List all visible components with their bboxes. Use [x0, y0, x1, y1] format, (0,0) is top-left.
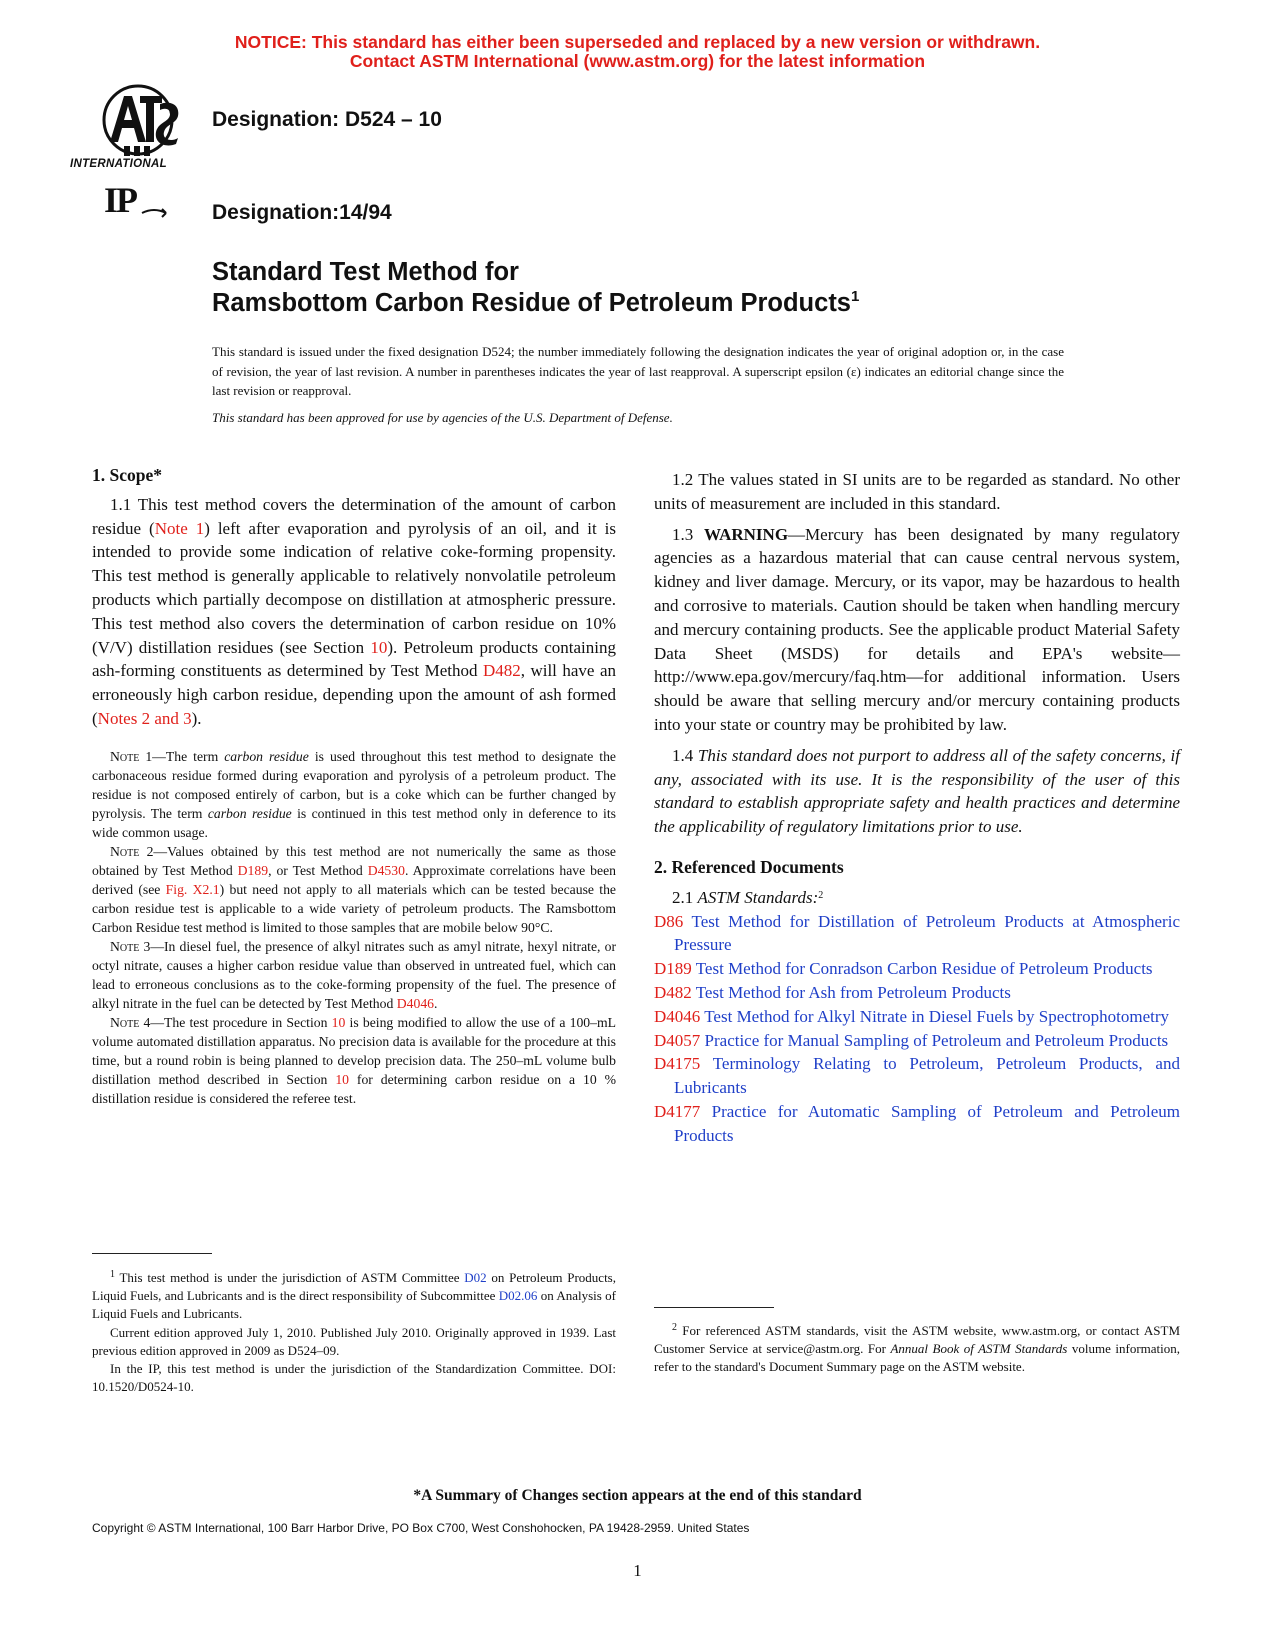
- link-d482[interactable]: D482: [482, 661, 521, 681]
- note-3-text-a: —In diesel fuel, the presence of alkyl nitrates such as amyl nitrate, hexyl nitrate, or octyl nitrate, causes a higher carbon residue value than observed in untreated fuel, which can lead to erroneous conclusions as to the coke-forming propensity of the fuel. The presence of alkyl nitrate in the fuel can be detected by Test Method: [92, 938, 616, 1011]
- designation-ip: Designation:14/94: [212, 201, 392, 224]
- footnote-1-text-a: This test method is under the jurisdiction of ASTM Committee: [115, 1270, 465, 1285]
- ref-item[interactable]: [654, 981, 1180, 1005]
- document-title: [212, 257, 859, 319]
- refdocs-subheading: [654, 886, 1180, 910]
- scope-1-1: [92, 493, 616, 731]
- note-1-term: carbon residue: [224, 748, 309, 764]
- ref-code[interactable]: D4057: [654, 1030, 701, 1050]
- ref-code[interactable]: D4177: [654, 1101, 701, 1121]
- ref-item[interactable]: [654, 1029, 1180, 1053]
- ip-logo: IP: [104, 180, 136, 220]
- note-1: [92, 747, 616, 842]
- ref-title[interactable]: Test Method for Ash from Petroleum Products: [695, 982, 1011, 1002]
- scope-1-4-text: This standard does not purport to address all of the safety concerns, if any, associated with its use. It is the responsibility of the user of this standard to establish appropriate safety and health practices and determine the applicability of regulatory limitations prior to use.: [654, 745, 1180, 837]
- note-4-text-b: is being modified to allow the use of a 100–mL volume automated distillation apparatus. No precision data is available for the procedure at this time, but a round robin is being planned to develop precision data. The 250–mL volume bulb distillation method described in Section: [92, 1014, 617, 1087]
- ip-logo-swoosh-icon: [140, 206, 170, 225]
- notes-block: [92, 747, 616, 1108]
- refdocs-sub-label: ASTM Standards:: [697, 887, 819, 907]
- scope-1-3-warning: WARNING: [703, 524, 789, 544]
- scope-1-3-number: 1.3: [672, 524, 704, 544]
- link-fig-x2-1[interactable]: Fig. X2.1: [165, 881, 220, 897]
- ref-title[interactable]: Test Method for Conradson Carbon Residue of Petroleum Products: [695, 959, 1153, 979]
- footnote-rule-right: [654, 1307, 774, 1308]
- scope-1-1-text-c: ). Petroleum products containing ash-forming constituents as determined by Test Method: [92, 637, 617, 681]
- note-4-label: Note 4: [110, 1014, 151, 1030]
- link-subcommittee-d02-06[interactable]: D02.06: [498, 1288, 538, 1304]
- scope-heading: 1. Scope*: [92, 465, 162, 485]
- ref-item[interactable]: [654, 1005, 1180, 1029]
- footnote-2-book: Annual Book of ASTM Standards: [890, 1341, 1068, 1357]
- footnote-1-mark: 1: [110, 1269, 115, 1280]
- footnote-1-para-1: [92, 1269, 616, 1324]
- summary-of-changes-note: *A Summary of Changes section appears at the end of this standard: [413, 1487, 862, 1504]
- link-committee-d02[interactable]: D02: [464, 1270, 487, 1285]
- footnote-1-text-b: on Petroleum Products, Liquid Fuels, and Lubricants and is the direct responsibility of Subcommittee: [92, 1270, 616, 1304]
- designation-primary: Designation: D524 – 10: [212, 108, 442, 131]
- scope-1-3: [654, 523, 1180, 737]
- footnote-rule-left: [92, 1253, 212, 1254]
- note-3-text-b: .: [434, 995, 438, 1011]
- title-footnote-mark: 1: [851, 288, 860, 305]
- note-2-text-c: . Approximate correlations have been derived (see: [92, 862, 617, 897]
- note-1-text-a: —The term: [152, 748, 225, 764]
- footnote-1: [92, 1269, 616, 1396]
- footnote-1-para-3: In the IP, this test method is under the jurisdiction of the Standardization Committee. DOI: 10.1520/D0524-10.: [92, 1361, 616, 1395]
- footnote-2: [654, 1322, 1180, 1377]
- note-2-text-d: ) but need not apply to all materials which can be tested because the carbon residue test is applicable to a wide variety of petroleum products. The Ramsbottom Carbon Residue test method is limited to those samples that are mobile below 90°C.: [92, 881, 616, 935]
- note-2-label: Note 2: [110, 843, 154, 859]
- ref-title[interactable]: Test Method for Alkyl Nitrate in Diesel Fuels by Spectrophotometry: [704, 1006, 1170, 1026]
- refdocs-heading: 2. Referenced Documents: [654, 856, 844, 877]
- ref-code[interactable]: D482: [654, 982, 692, 1002]
- note-1-text-c: is continued in this test method only in deference to its wide common usage.: [92, 805, 616, 840]
- note-4: [92, 1013, 616, 1108]
- right-column: [654, 468, 1180, 1148]
- scope-1-1-text-a: 1.1 This test method covers the determination of the amount of carbon residue (: [92, 494, 616, 538]
- scope-1-3-text: —Mercury has been designated by many regulatory agencies as a hazardous material that can cause central nervous system, kidney and liver damage. Mercury, or its vapor, may be hazardous to health and corrosive to materials. Caution should be taken when handling mercury and mercury containing products. See the applicable product Material Safety Data Sheet (MSDS) for details and EPA's website—http://www.epa.gov/mercury/faq.htm—for additional information. Users should be aware that selling mercury and/or mercury containing products into your state or country may be prohibited by law.: [654, 524, 1181, 734]
- dod-approval: This standard has been approved for use by agencies of the U.S. Department of Defense.: [212, 410, 673, 425]
- note-3: [92, 937, 616, 1013]
- footnote-2-text-b: volume information, refer to the standard's Document Summary page on the ASTM website.: [654, 1341, 1181, 1375]
- ref-code[interactable]: D4175: [654, 1054, 701, 1074]
- ref-title[interactable]: Practice for Automatic Sampling of Petroleum and Petroleum Products: [674, 1101, 1180, 1145]
- scope-1-2: 1.2 The values stated in SI units are to be regarded as standard. No other units of measurement are included in this standard.: [654, 470, 1180, 513]
- scope-1-1-text-d: , will have an erroneously high carbon residue, depending upon the amount of ash formed (: [92, 661, 617, 728]
- ref-item[interactable]: [654, 1052, 1180, 1100]
- footnote-2-para: [654, 1322, 1180, 1377]
- astm-logo-text: INTERNATIONAL: [70, 158, 167, 170]
- ref-code[interactable]: D86: [654, 911, 684, 931]
- footnote-2-text-a: For referenced ASTM standards, visit the ASTM website, www.astm.org, or contact ASTM Customer Service at service@astm.org. For: [654, 1323, 1180, 1357]
- link-d189[interactable]: D189: [237, 862, 269, 878]
- note-3-label: Note 3: [110, 938, 151, 954]
- supersede-notice: [0, 33, 1275, 71]
- note-2: [92, 842, 616, 937]
- refdocs-sub-number: 2.1: [672, 887, 698, 907]
- link-section-10[interactable]: 10: [370, 637, 388, 657]
- ref-title[interactable]: Terminology Relating to Petroleum, Petroleum Products, and Lubricants: [674, 1054, 1180, 1098]
- link-notes-2-3[interactable]: Notes 2 and 3: [97, 708, 192, 728]
- ref-code[interactable]: D189: [654, 959, 692, 979]
- title-line-1: Standard Test Method for: [212, 258, 519, 286]
- note-1-term-2: carbon residue: [207, 805, 292, 821]
- note-1-label: Note 1: [110, 748, 153, 764]
- ref-code[interactable]: D4046: [654, 1006, 701, 1026]
- notice-line-2: Contact ASTM International (www.astm.org) for the latest information: [349, 51, 926, 71]
- page-number: 1: [633, 1561, 642, 1580]
- note-4-text-a: —The test procedure in Section: [150, 1014, 332, 1030]
- footnote-1-text-c: on Analysis of Liquid Fuels and Lubricants.: [92, 1288, 616, 1322]
- refdocs-list: [654, 910, 1180, 1148]
- scope-1-1-text-e: ).: [191, 708, 202, 728]
- note-2-text-b: , or Test Method: [268, 862, 368, 878]
- copyright: Copyright © ASTM International, 100 Barr Harbor Drive, PO Box C700, West Conshohocken, PA 19428-2959. United States: [92, 1521, 750, 1535]
- left-column: [92, 464, 616, 1108]
- link-d4046[interactable]: D4046: [396, 995, 435, 1011]
- link-section-10-note4[interactable]: 10: [331, 1014, 346, 1030]
- ref-item[interactable]: [654, 910, 1180, 958]
- ref-title[interactable]: Test Method for Distillation of Petroleum Products at Atmospheric Pressure: [674, 911, 1180, 955]
- ref-item[interactable]: [654, 1100, 1180, 1148]
- issuance-statement: This standard is issued under the fixed designation D524; the number immediately following the designation indicates the year of original adoption or, in the case of revision, the year of last revision. A number in parentheses indicates the year of last reapproval. A superscript epsilon (ε) indicates an editorial change since the last revision or reapproval.: [212, 344, 1064, 398]
- link-section-10-note4b[interactable]: 10: [335, 1071, 349, 1087]
- notice-line-1: NOTICE: This standard has either been superseded and replaced by a new version or withdrawn.: [234, 32, 1041, 52]
- scope-1-1-text-b: ) left after evaporation and pyrolysis of an oil, and it is intended to provide some indication of relative coke-forming propensity. This test method is generally applicable to relatively nonvolatile petroleum products which partially decompose on distillation at atmospheric pressure. This test method also covers the determination of carbon residue on 10% (V/V) distillation residues (see Section: [92, 518, 617, 657]
- note-2-text-a: —Values obtained by this test method are not numerically the same as those obtained by Test Method: [92, 843, 616, 878]
- scope-1-4: [654, 744, 1180, 839]
- scope-1-4-number: 1.4: [672, 745, 698, 765]
- ref-title[interactable]: Practice for Manual Sampling of Petroleum and Petroleum Products: [704, 1030, 1169, 1050]
- footnote-2-mark: 2: [672, 1322, 677, 1333]
- note-1-text-b: is used throughout this test method to designate the carbonaceous residue formed during evaporation and pyrolysis of a petroleum product. The residue is not composed entirely of carbon, but is a coke which can be further changed by pyrolysis. The term: [92, 748, 617, 821]
- footnote-1-para-2: Current edition approved July 1, 2010. Published July 2010. Originally approved in 1939. Last previous edition approved in 2009 as D524–09.: [92, 1324, 616, 1358]
- ref-item[interactable]: [654, 957, 1180, 981]
- link-note-1[interactable]: Note 1: [154, 518, 205, 538]
- refdocs-sub-mark: 2: [818, 889, 824, 901]
- note-4-text-c: for determining carbon residue on a 10 % distillation residue is considered the referee test.: [92, 1071, 616, 1106]
- title-line-2: Ramsbottom Carbon Residue of Petroleum Products: [212, 289, 851, 317]
- link-d4530[interactable]: D4530: [367, 862, 405, 878]
